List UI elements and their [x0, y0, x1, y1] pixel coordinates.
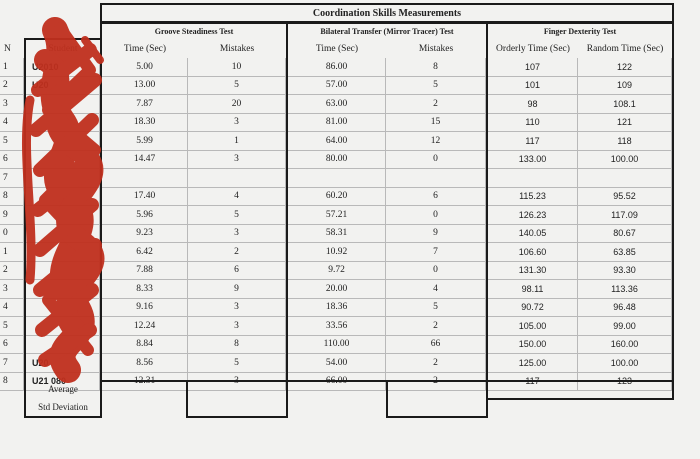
- row-number-cell: 6: [0, 336, 24, 355]
- bilateral-mistakes-cell: 2: [386, 373, 486, 392]
- student-id-cell: U2010: [26, 58, 100, 77]
- bilateral-mistakes-cell: 9: [386, 225, 486, 244]
- groove-mistakes-cell: 8: [188, 336, 286, 355]
- col-n-header: N: [4, 43, 11, 54]
- average-label: Average: [48, 383, 78, 394]
- bilateral-time-cell: 60.20: [288, 188, 386, 207]
- row-number-cell: 1: [0, 243, 24, 262]
- bilateral-mistakes-cell: 6: [386, 188, 486, 207]
- bilateral-time-cell: 66.00: [288, 373, 386, 392]
- title-box: [100, 3, 674, 23]
- finger-random-cell: 118: [578, 132, 672, 151]
- finger-random-cell: 95.52: [578, 188, 672, 207]
- groove-mistakes-header: Mistakes: [219, 43, 255, 54]
- finger-random-cell: 123: [578, 373, 672, 392]
- student-id-cell: U20: [26, 77, 100, 96]
- groove-mistakes-cell: 4: [188, 188, 286, 207]
- bilateral-time-cell: 9.72: [288, 262, 386, 281]
- finger-random-cell: 63.85: [578, 243, 672, 262]
- finger-orderly-cell: 101: [488, 77, 578, 96]
- groove-time-cell: 7.87: [102, 95, 188, 114]
- groove-mistakes-cell: 3: [188, 151, 286, 170]
- finger-random-cell: 93.30: [578, 262, 672, 281]
- groove-mistakes-cell: 10: [188, 58, 286, 77]
- bilateral-mistakes-cell: 4: [386, 280, 486, 299]
- finger-orderly-cell: 117: [488, 132, 578, 151]
- row-number-cell: 3: [0, 95, 24, 114]
- row-number-cell: 0: [0, 225, 24, 244]
- bilateral-mistakes-cell: 5: [386, 299, 486, 318]
- row-number-cell: 4: [0, 114, 24, 133]
- row-number-cell: 9: [0, 206, 24, 225]
- groove-time-cell: 8.84: [102, 336, 188, 355]
- bilateral-time-cell: 58.31: [288, 225, 386, 244]
- groove-time-cell: 5.00: [102, 58, 188, 77]
- bilateral-time-header: Time (Sec): [315, 43, 359, 54]
- bilateral-mistakes-header: Mistakes: [418, 43, 454, 54]
- row-number-cell: 2: [0, 262, 24, 281]
- groove-time-cell: 14.47: [102, 151, 188, 170]
- groove-time-header: Time (Sec): [123, 43, 167, 54]
- row-number-cell: 8: [0, 373, 24, 392]
- table-title: Coordination Skills Measurements: [312, 8, 462, 19]
- groove-time-cell: 9.16: [102, 299, 188, 318]
- bilateral-time-cell: 81.00: [288, 114, 386, 133]
- finger-orderly-cell: 126.23: [488, 206, 578, 225]
- bilateral-time-cell: 80.00: [288, 151, 386, 170]
- finger-orderly-cell: 105.00: [488, 317, 578, 336]
- finger-orderly-cell: 98: [488, 95, 578, 114]
- finger-random-cell: 109: [578, 77, 672, 96]
- groove-time-cell: 5.96: [102, 206, 188, 225]
- finger-random-header: Random Time (Sec): [586, 43, 664, 54]
- row-number-cell: 1: [0, 58, 24, 77]
- bilateral-mistakes-cell: 2: [386, 95, 486, 114]
- finger-footer-box: [486, 380, 674, 400]
- finger-orderly-cell: 125.00: [488, 354, 578, 373]
- row-number-cell: 7: [0, 169, 24, 188]
- finger-random-cell: 96.48: [578, 299, 672, 318]
- groove-mistakes-cell: 5: [188, 77, 286, 96]
- finger-orderly-cell: 107: [488, 58, 578, 77]
- finger-header: Finger Dexterity Test: [543, 26, 617, 36]
- finger-orderly-cell: 98.11: [488, 280, 578, 299]
- bilateral-time-cell: 64.00: [288, 132, 386, 151]
- row-number-cell: 8: [0, 188, 24, 207]
- groove-time-cell: 13.00: [102, 77, 188, 96]
- bilateral-mistakes-cell: 2: [386, 354, 486, 373]
- bilateral-mistakes-cell: 66: [386, 336, 486, 355]
- groove-footer-box: [186, 380, 288, 418]
- groove-time-cell: 5.99: [102, 132, 188, 151]
- student-id-cell: U20: [26, 354, 100, 373]
- finger-random-cell: 108.1: [578, 95, 672, 114]
- groove-time-cell: 12.24: [102, 317, 188, 336]
- groove-mistakes-cell: 20: [188, 95, 286, 114]
- groove-mistakes-cell: 3: [188, 225, 286, 244]
- bilateral-mistakes-cell: 5: [386, 77, 486, 96]
- groove-time-cell: 8.56: [102, 354, 188, 373]
- groove-time-cell: 18.30: [102, 114, 188, 133]
- groove-mistakes-cell: 3: [188, 317, 286, 336]
- groove-time-cell: 9.23: [102, 225, 188, 244]
- finger-random-cell: 100.00: [578, 151, 672, 170]
- bilateral-time-cell: 10.92: [288, 243, 386, 262]
- student-box: [24, 38, 102, 418]
- finger-orderly-cell: 117: [488, 373, 578, 392]
- finger-orderly-cell: 115.23: [488, 188, 578, 207]
- finger-orderly-cell: 140.05: [488, 225, 578, 244]
- finger-orderly-cell: 90.72: [488, 299, 578, 318]
- row-number-cell: 4: [0, 299, 24, 318]
- finger-box: [486, 22, 674, 382]
- groove-time-cell: 8.33: [102, 280, 188, 299]
- finger-orderly-cell: 106.60: [488, 243, 578, 262]
- std-deviation-label: Std Deviation: [38, 402, 88, 412]
- bilateral-time-cell: 86.00: [288, 58, 386, 77]
- finger-orderly-cell: 131.30: [488, 262, 578, 281]
- row-number-cell: 3: [0, 280, 24, 299]
- finger-random-cell: 117.09: [578, 206, 672, 225]
- bilateral-mistakes-cell: 7: [386, 243, 486, 262]
- finger-random-cell: 121: [578, 114, 672, 133]
- bilateral-time-cell: 63.00: [288, 95, 386, 114]
- row-number-cell: 5: [0, 132, 24, 151]
- finger-orderly-cell: 150.00: [488, 336, 578, 355]
- groove-mistakes-cell: 3: [188, 299, 286, 318]
- bilateral-header: Bilateral Transfer (Mirror Tracer) Test: [320, 26, 454, 36]
- finger-orderly-header: Orderly Time (Sec): [496, 43, 570, 54]
- student-id-cell: U21 080: [26, 373, 100, 392]
- groove-header: Groove Steadiness Test: [154, 26, 234, 36]
- groove-time-cell: 12.31: [102, 373, 188, 392]
- groove-mistakes-cell: 6: [188, 262, 286, 281]
- groove-time-cell: 6.42: [102, 243, 188, 262]
- groove-time-cell: 7.88: [102, 262, 188, 281]
- bilateral-time-cell: 20.00: [288, 280, 386, 299]
- finger-random-cell: 122: [578, 58, 672, 77]
- finger-random-cell: 80.67: [578, 225, 672, 244]
- bilateral-mistakes-cell: 0: [386, 206, 486, 225]
- bilateral-time-cell: 110.00: [288, 336, 386, 355]
- finger-random-cell: 160.00: [578, 336, 672, 355]
- student-header: Student: [48, 43, 78, 54]
- bilateral-time-cell: 57.21: [288, 206, 386, 225]
- bilateral-box: [286, 22, 488, 382]
- finger-orderly-cell: 133.00: [488, 151, 578, 170]
- finger-orderly-cell: 110: [488, 114, 578, 133]
- row-number-cell: 5: [0, 317, 24, 336]
- groove-time-cell: 17.40: [102, 188, 188, 207]
- row-number-cell: 2: [0, 77, 24, 96]
- row-number-cell: 6: [0, 151, 24, 170]
- bilateral-mistakes-cell: 15: [386, 114, 486, 133]
- bilateral-mistakes-cell: 2: [386, 317, 486, 336]
- bilateral-time-cell: 54.00: [288, 354, 386, 373]
- bilateral-mistakes-cell: 12: [386, 132, 486, 151]
- finger-random-cell: 100.00: [578, 354, 672, 373]
- finger-random-cell: 113.36: [578, 280, 672, 299]
- bilateral-time-cell: 18.36: [288, 299, 386, 318]
- bilateral-mistakes-cell: 0: [386, 262, 486, 281]
- row-number-cell: 7: [0, 354, 24, 373]
- finger-random-cell: 99.00: [578, 317, 672, 336]
- bilateral-footer-box: [386, 380, 488, 418]
- groove-mistakes-cell: 5: [188, 354, 286, 373]
- groove-mistakes-cell: 1: [188, 132, 286, 151]
- groove-mistakes-cell: 3: [188, 373, 286, 392]
- bilateral-mistakes-cell: 0: [386, 151, 486, 170]
- groove-mistakes-cell: 2: [188, 243, 286, 262]
- groove-box: [100, 22, 288, 382]
- bilateral-time-cell: 33.56: [288, 317, 386, 336]
- groove-mistakes-cell: 3: [188, 114, 286, 133]
- bilateral-mistakes-cell: 8: [386, 58, 486, 77]
- bilateral-time-cell: 57.00: [288, 77, 386, 96]
- groove-mistakes-cell: 5: [188, 206, 286, 225]
- groove-mistakes-cell: 9: [188, 280, 286, 299]
